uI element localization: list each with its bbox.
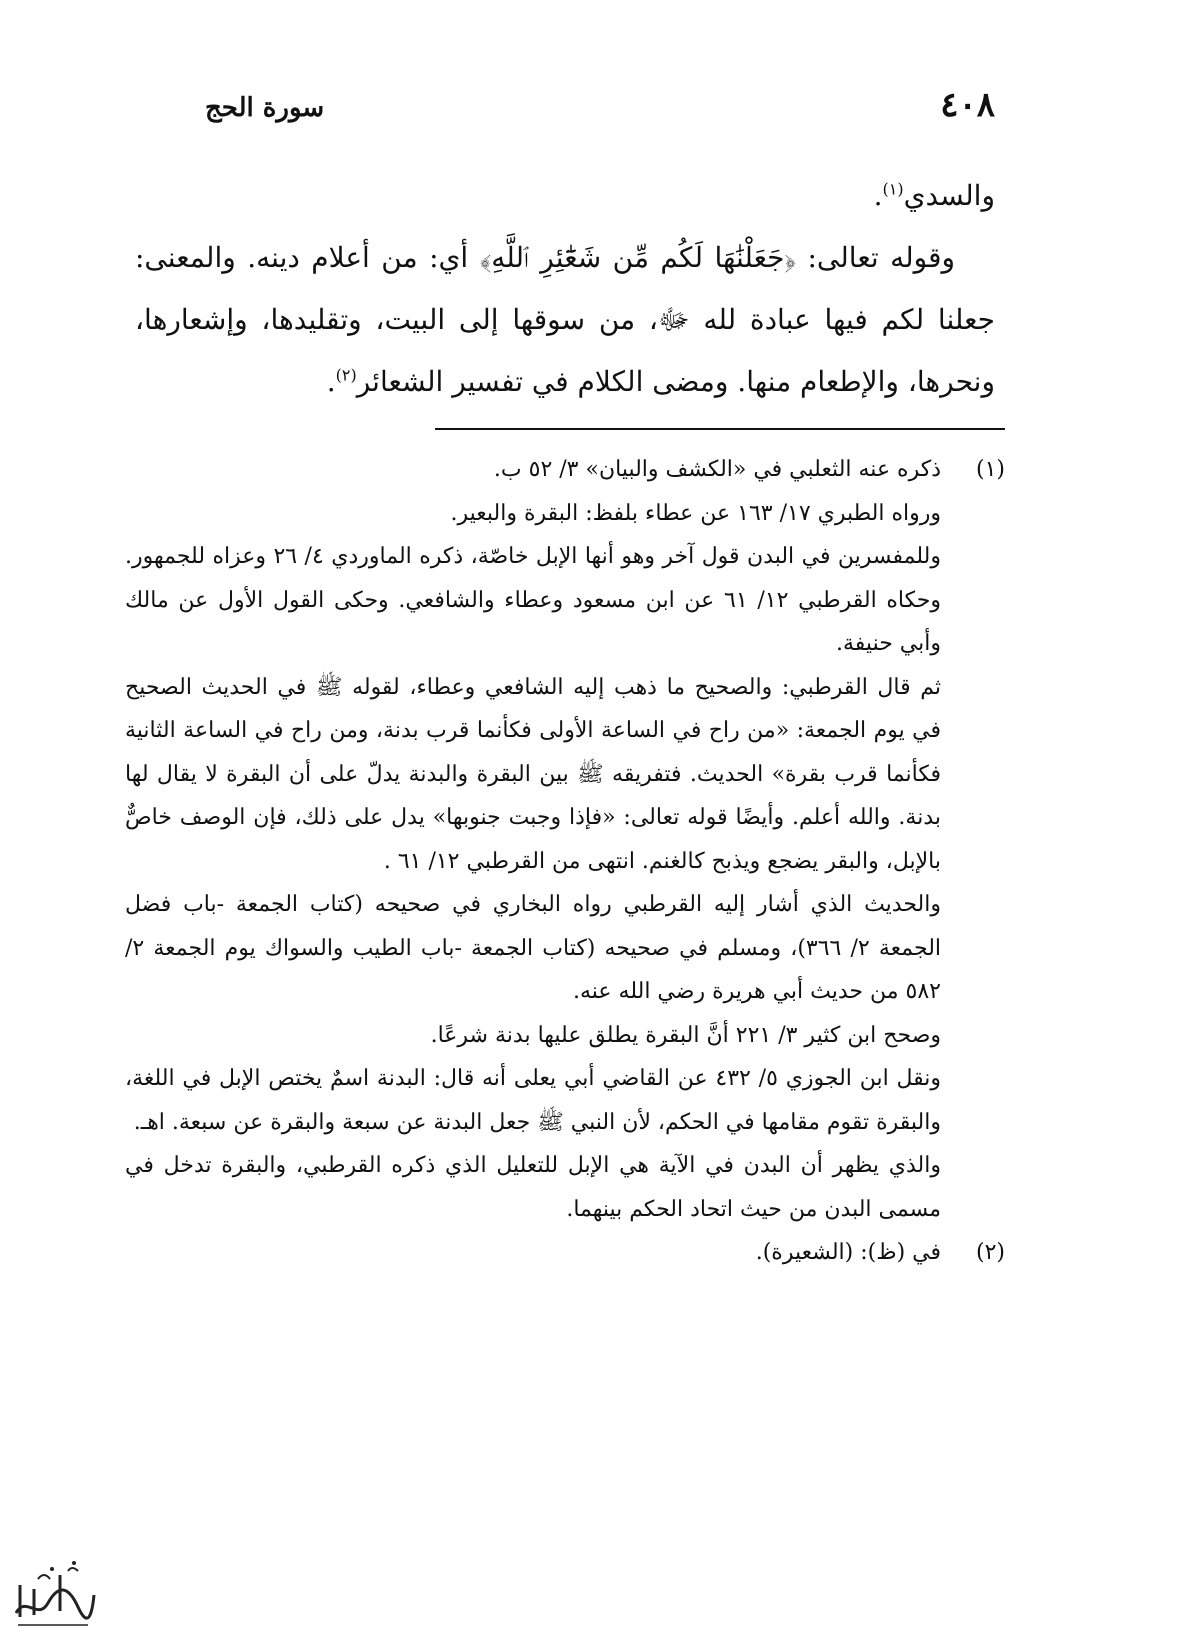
main-p2-end: . (326, 365, 336, 398)
footnote-paragraph: والذي يظهر أن البدن في الآية هي الإبل للتعليل الذي ذكره القرطبي، والبقرة تدخل في مسمى البدن من حيث اتحاد الحكم بينهما. (125, 1153, 941, 1222)
footnote-ref-1[interactable]: (١) (882, 179, 904, 199)
footnote-body (125, 448, 941, 1231)
footnote-number: (٢) (975, 1240, 1005, 1265)
main-p2-after: أي: من أعلام دينه. والمعنى: جعلنا لكم فيها عبادة لله ﷻ، من سوقها إلى البيت، وتقليدها، وإشعارها، ونحرها، والإطعام منها. ومضى الكلام في تفسير الشعائر (135, 241, 995, 398)
footnote-2 (125, 1231, 1005, 1275)
main-line-1-text: والسدي (903, 179, 995, 212)
footnote-paragraph: ورواه الطبري ١٧/ ١٦٣ عن عطاء بلفظ: البقرة والبعير. (450, 500, 941, 526)
footnotes (125, 448, 1005, 1275)
main-line-1 (135, 165, 995, 227)
main-text (135, 165, 995, 413)
main-line-1-end: . (873, 179, 883, 212)
publisher-logo (8, 1555, 98, 1635)
surah-title: سورة الحج (205, 93, 325, 123)
footnote-paragraph: في (ظ): (الشعيرة). (755, 1240, 941, 1265)
footnote-paragraph: ثم قال القرطبي: والصحيح ما ذهب إليه الشافعي وعطاء، لقوله ﷺ في الحديث الصحيح في يوم الجمعة: «من راح في الساعة الأولى فكأنما قرب بدنة، ومن راح في الساعة الثانية فكأنما قرب بقرة» الحديث. فتفريقه ﷺ بين البقرة والبدنة يدلّ على أن البقرة لا يقال لها بدنة. والله أعلم. وأيضًا قوله تعالى: «فإذا وجبت جنوبها» يدل على ذلك، فإن الوصف خاصٌّ بالإبل، والبقر يضجع ويذبح كالغنم. انتهى من القرطبي ١٢/ ٦١ . (125, 674, 941, 874)
footnote-1 (125, 448, 1005, 1231)
page-number: ٤٠٨ (940, 85, 995, 125)
quran-verse: ﴿جَعَلْنَٰهَا لَكُم مِّن شَعَٰٓئِرِ ٱللَّهِ﴾ (479, 241, 797, 274)
footnote-paragraph: والحديث الذي أشار إليه القرطبي رواه البخاري في صحيحه (كتاب الجمعة -باب فضل الجمعة ٢/ ٣٦٦)، ومسلم في صحيحه (كتاب الجمعة -باب الطيب والسواك يوم الجمعة ٢/ ٥٨٢ من حديث أبي هريرة رضي الله عنه. (125, 892, 942, 1004)
footnote-paragraph: وصحح ابن كثير ٣/ ٢٢١ أنَّ البقرة يطلق عليها بدنة شرعًا. (430, 1022, 941, 1048)
footnote-separator (435, 428, 1005, 430)
main-p2-before: وقوله تعالى: (796, 241, 956, 274)
footnote-paragraph: ذكره عنه الثعلبي في «الكشف والبيان» ٣/ ٥٢ ب. (493, 457, 941, 482)
footnote-paragraph: ونقل ابن الجوزي ٥/ ٤٣٢ عن القاضي أبي يعلى أنه قال: البدنة اسمٌ يختص الإبل في اللغة، والبقرة تقوم مقامها في الحكم، لأن النبي ﷺ جعل البدنة عن سبعة والبقرة عن سبعة. اهـ. (125, 1066, 941, 1135)
footnote-number: (١) (975, 457, 1005, 482)
footnote-ref-2[interactable]: (٢) (335, 365, 357, 385)
footnote-body (125, 1231, 941, 1275)
page-header (205, 85, 995, 125)
main-paragraph-2 (135, 227, 995, 413)
footnote-paragraph: وللمفسرين في البدن قول آخر وهو أنها الإبل خاصّة، ذكره الماوردي ٤/ ٢٦ وعزاه للجمهور. وحكاه القرطبي ١٢/ ٦١ عن ابن مسعود وعطاء والشافعي. وحكى القول الأول عن مالك وأبي حنيفة. (125, 544, 942, 656)
